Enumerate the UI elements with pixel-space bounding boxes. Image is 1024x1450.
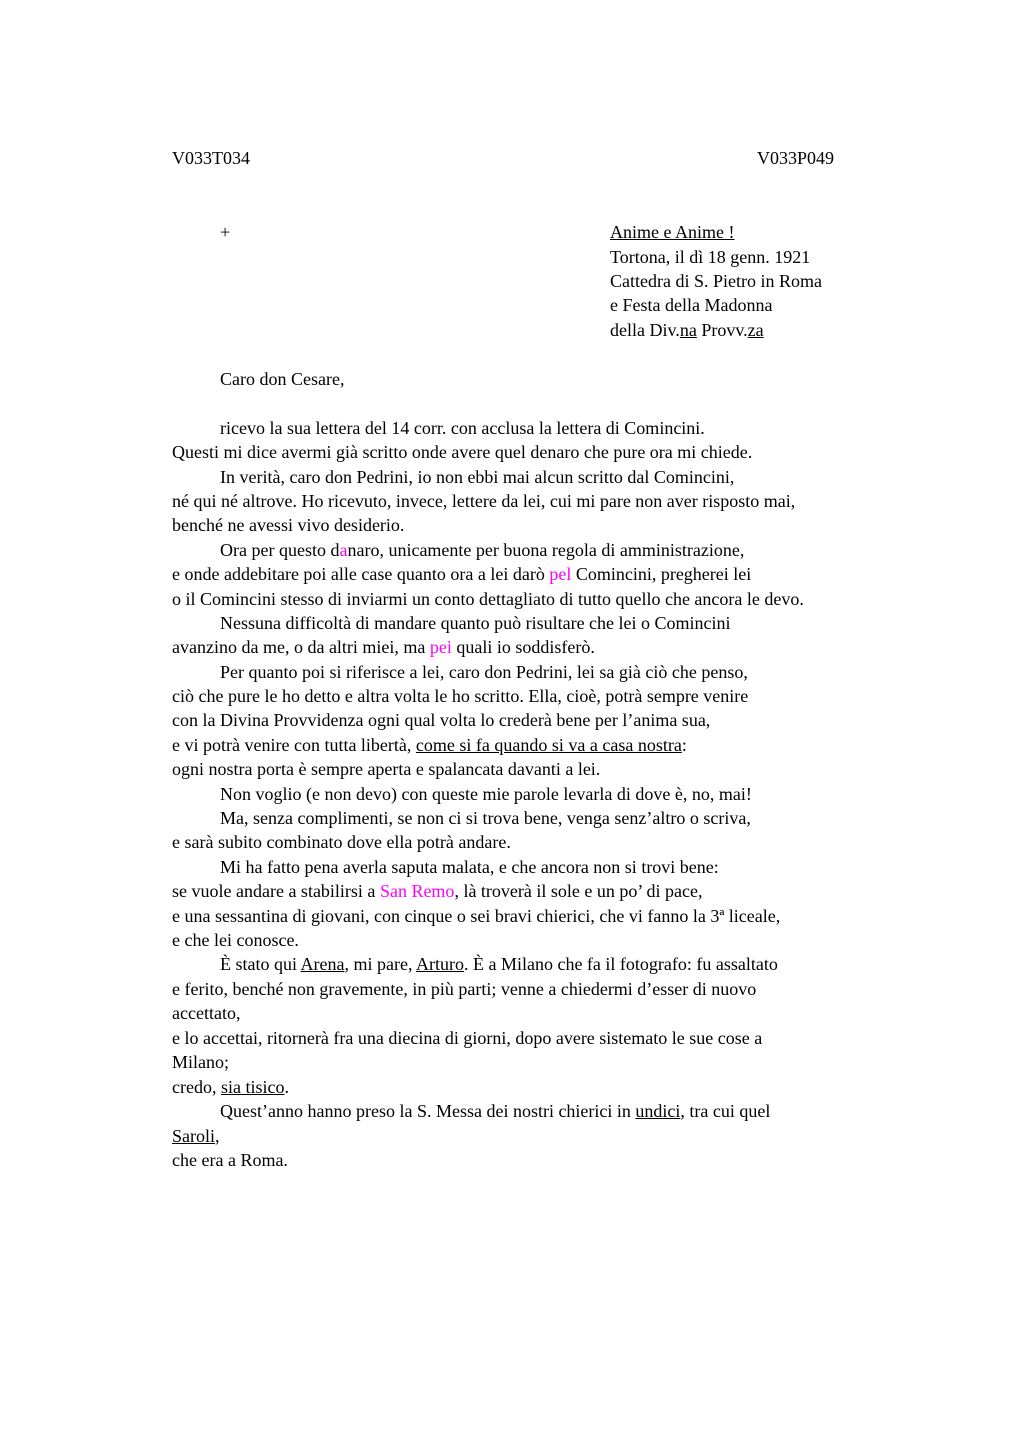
body-line: o il Comincini stesso di inviarmi un conto dettagliato di tutto quello che ancora le devo. bbox=[172, 589, 804, 609]
feast-line-3-abbrev: za bbox=[747, 320, 764, 340]
body-line bbox=[172, 879, 703, 903]
body-line bbox=[220, 1099, 770, 1123]
body-line: Questi mi dice avermi già scritto onde avere quel denaro che pure ora mi chiede. bbox=[172, 442, 753, 462]
body-line bbox=[172, 562, 751, 586]
highlighted-text: pel bbox=[549, 564, 572, 584]
feast-line-3-abbrev: na bbox=[679, 320, 697, 340]
feast-line-3-part: Provv. bbox=[696, 320, 748, 340]
cross-mark: + bbox=[220, 222, 231, 242]
document-code-right: V033P049 bbox=[757, 148, 835, 168]
highlighted-text: pei bbox=[429, 637, 452, 657]
body-line bbox=[172, 1124, 220, 1148]
text-span: : bbox=[681, 735, 687, 755]
text-span: e vi potrà venire con tutta libertà, bbox=[172, 735, 416, 755]
body-line: Milano; bbox=[172, 1052, 229, 1072]
underlined-text: Arturo bbox=[415, 954, 464, 974]
body-line: con la Divina Provvidenza ogni qual volta lo crederà bene per l’anima sua, bbox=[172, 710, 711, 730]
text-span: naro, unicamente per buona regola di amministrazione, bbox=[347, 540, 745, 560]
text-span: . bbox=[284, 1077, 289, 1097]
body-line bbox=[172, 635, 595, 659]
highlighted-text: a bbox=[339, 540, 348, 560]
body-line: ricevo la sua lettera del 14 corr. con acclusa la lettera di Comincini. bbox=[220, 418, 705, 438]
body-line bbox=[220, 952, 778, 976]
underlined-text: sia tisico bbox=[220, 1077, 285, 1097]
body-line: e sarà subito combinato dove ella potrà andare. bbox=[172, 832, 511, 852]
text-span: , mi pare, bbox=[344, 954, 416, 974]
text-span: , bbox=[215, 1126, 220, 1146]
text-span: . È a Milano che fa il fotografo: fu assaltato bbox=[463, 954, 778, 974]
body-line: e una sessantina di giovani, con cinque o sei bravi chierici, che vi fanno la 3ª liceale, bbox=[172, 906, 781, 926]
text-span: e onde addebitare poi alle case quanto ora a lei darò bbox=[172, 564, 550, 584]
body-line: che era a Roma. bbox=[172, 1150, 288, 1170]
body-line bbox=[220, 538, 744, 562]
feast-line-3 bbox=[610, 318, 764, 342]
body-line: Per quanto poi si riferisce a lei, caro don Pedrini, lei sa già ciò che penso, bbox=[220, 662, 748, 682]
salutation: Caro don Cesare, bbox=[220, 369, 345, 389]
body-line: benché ne avessi vivo desiderio. bbox=[172, 515, 405, 535]
body-line bbox=[172, 733, 687, 757]
place-date: Tortona, il dì 18 genn. 1921 bbox=[610, 247, 811, 267]
feast-line-1: Cattedra di S. Pietro in Roma bbox=[610, 271, 822, 291]
body-line: Mi ha fatto pena averla saputa malata, e che ancora non si trovi bene: bbox=[220, 857, 719, 877]
text-span: credo, bbox=[172, 1077, 221, 1097]
document-code-left: V033T034 bbox=[172, 148, 250, 168]
underlined-text: come si fa quando si va a casa nostra bbox=[415, 735, 682, 755]
feast-line-3-part: della Div. bbox=[610, 320, 680, 340]
body-line: né qui né altrove. Ho ricevuto, invece, lettere da lei, cui mi pare non aver risposto mai, bbox=[172, 491, 796, 511]
body-line: ogni nostra porta è sempre aperta e spalancata davanti a lei. bbox=[172, 759, 601, 779]
text-span: È stato qui bbox=[220, 954, 301, 974]
body-line: accettato, bbox=[172, 1003, 241, 1023]
body-line: Ma, senza complimenti, se non ci si trova bene, venga senz’altro o scriva, bbox=[220, 808, 751, 828]
highlighted-text: San Remo bbox=[379, 881, 455, 901]
underlined-text: Arena bbox=[300, 954, 345, 974]
body-line: e lo accettai, ritornerà fra una diecina di giorni, dopo avere sistemato le sue cose a bbox=[172, 1028, 763, 1048]
body-line: e ferito, benché non gravemente, in più parti; venne a chiedermi d’esser di nuovo bbox=[172, 979, 757, 999]
body-line: e che lei conosce. bbox=[172, 930, 299, 950]
feast-line-2: e Festa della Madonna bbox=[610, 295, 773, 315]
text-span: Ora per questo d bbox=[220, 540, 340, 560]
body-line: In verità, caro don Pedrini, io non ebbi mai alcun scritto dal Comincini, bbox=[220, 467, 735, 487]
text-span: avanzino da me, o da altri miei, ma bbox=[172, 637, 430, 657]
body-line: ciò che pure le ho detto e altra volta le ho scritto. Ella, cioè, potrà sempre venire bbox=[172, 686, 749, 706]
body-line: Non voglio (e non devo) con queste mie parole levarla di dove è, no, mai! bbox=[220, 784, 752, 804]
underlined-text: undici bbox=[635, 1101, 681, 1121]
body-line bbox=[172, 1075, 289, 1099]
text-span: Comincini, pregherei lei bbox=[571, 564, 752, 584]
text-span: , tra cui quel bbox=[680, 1101, 771, 1121]
text-span: , là troverà il sole e un po’ di pace, bbox=[454, 881, 703, 901]
text-span: se vuole andare a stabilirsi a bbox=[172, 881, 380, 901]
underlined-text: Saroli bbox=[172, 1126, 215, 1146]
text-span: Quest’anno hanno preso la S. Messa dei nostri chierici in bbox=[220, 1101, 636, 1121]
body-line: Nessuna difficoltà di mandare quanto può risultare che lei o Comincini bbox=[220, 613, 731, 633]
text-span: quali io soddisferò. bbox=[451, 637, 595, 657]
motto: Anime e Anime ! bbox=[610, 222, 735, 242]
